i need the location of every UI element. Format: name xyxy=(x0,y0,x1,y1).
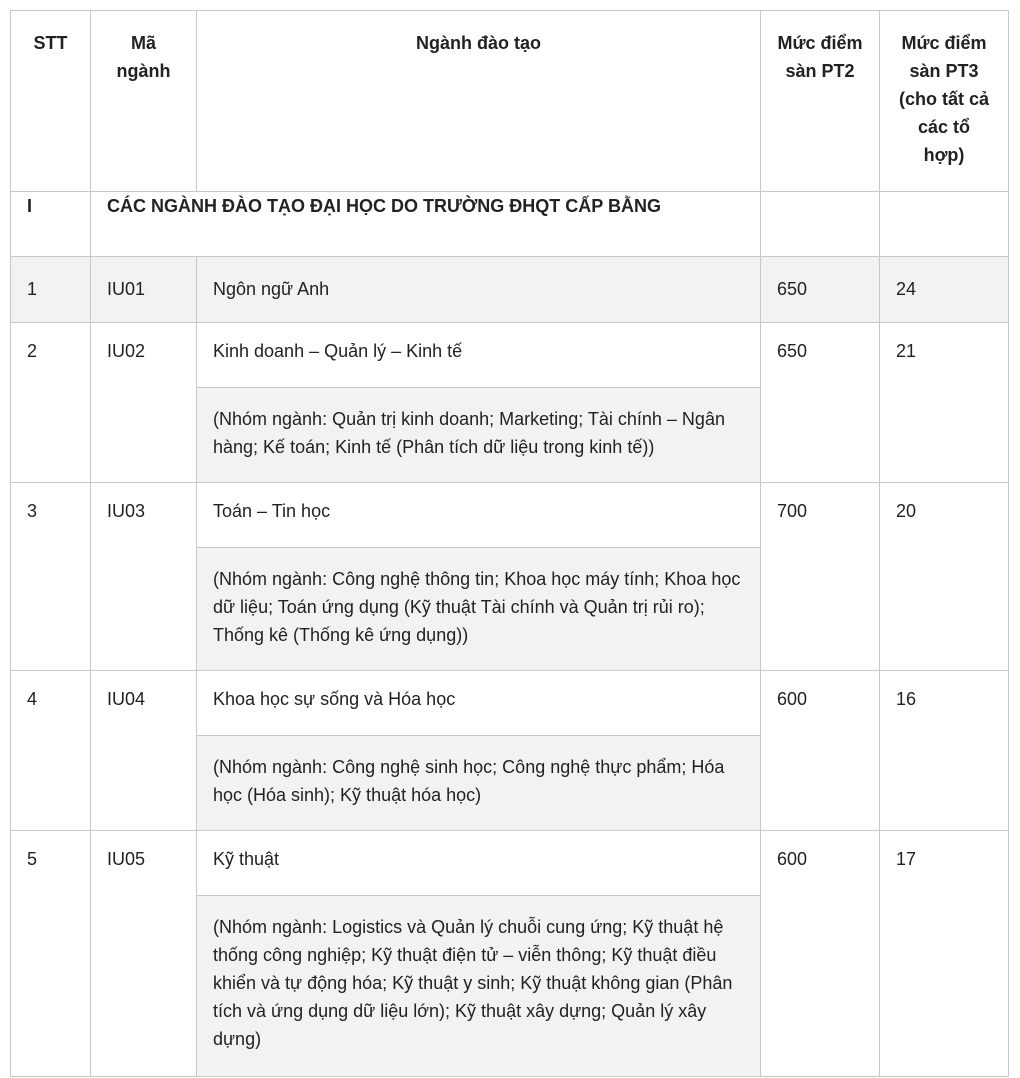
section-numeral: I xyxy=(11,192,91,257)
row-program-group: (Nhóm ngành: Công nghệ thông tin; Khoa học máy tính; Khoa học dữ liệu; Toán ứng dụng (Kỹ thuật Tài chính và Quản trị rủi ro); Thống kê (Thống kê ứng dụng)) xyxy=(197,548,761,671)
header-pt3: Mức điểm sàn PT3 (cho tất cả các tổ hợp) xyxy=(880,11,1009,192)
row-pt3: 24 xyxy=(880,257,1009,323)
row-program-name: Khoa học sự sống và Hóa học xyxy=(197,671,761,736)
table-row xyxy=(11,831,1009,896)
table-row xyxy=(11,323,1009,388)
row-pt3: 21 xyxy=(880,323,1009,483)
row-pt2: 600 xyxy=(761,671,880,831)
row-pt2: 650 xyxy=(761,257,880,323)
row-program-group: (Nhóm ngành: Logistics và Quản lý chuỗi cung ứng; Kỹ thuật hệ thống công nghiệp; Kỹ thuật điện tử – viễn thông; Kỹ thuật điều khiển và tự động hóa; Kỹ thuật y sinh; Kỹ thuật không gian (Phân tích và ứng dụng dữ liệu lớn); Kỹ thuật xây dựng; Quản lý xây dựng) xyxy=(197,896,761,1077)
row-code: IU02 xyxy=(91,323,197,483)
row-stt: 1 xyxy=(11,257,91,323)
header-program: Ngành đào tạo xyxy=(197,11,761,192)
row-pt2: 600 xyxy=(761,831,880,1077)
table-row xyxy=(11,257,1009,323)
row-pt3: 20 xyxy=(880,483,1009,671)
row-program-name: Toán – Tin học xyxy=(197,483,761,548)
row-code: IU04 xyxy=(91,671,197,831)
row-program-group: (Nhóm ngành: Công nghệ sinh học; Công nghệ thực phẩm; Hóa học (Hóa sinh); Kỹ thuật hóa học) xyxy=(197,736,761,831)
row-program-name: Ngôn ngữ Anh xyxy=(197,257,761,323)
row-program-name: Kỹ thuật xyxy=(197,831,761,896)
row-pt2: 650 xyxy=(761,323,880,483)
section-title: CÁC NGÀNH ĐÀO TẠO ĐẠI HỌC DO TRƯỜNG ĐHQT CẤP BẰNG xyxy=(91,192,761,257)
row-stt: 5 xyxy=(11,831,91,1077)
table-row xyxy=(11,671,1009,736)
row-stt: 4 xyxy=(11,671,91,831)
section-row xyxy=(11,192,1009,257)
row-stt: 3 xyxy=(11,483,91,671)
row-code: IU03 xyxy=(91,483,197,671)
table-row xyxy=(11,483,1009,548)
section-empty-pt2 xyxy=(761,192,880,257)
row-pt2: 700 xyxy=(761,483,880,671)
row-program-name: Kinh doanh – Quản lý – Kinh tế xyxy=(197,323,761,388)
row-pt3: 16 xyxy=(880,671,1009,831)
row-code: IU05 xyxy=(91,831,197,1077)
admissions-table xyxy=(10,10,1009,1077)
section-empty-pt3 xyxy=(880,192,1009,257)
header-row xyxy=(11,11,1009,192)
header-code: Mã ngành xyxy=(91,11,197,192)
row-program-group: (Nhóm ngành: Quản trị kinh doanh; Marketing; Tài chính – Ngân hàng; Kế toán; Kinh tế (Phân tích dữ liệu trong kinh tế)) xyxy=(197,388,761,483)
header-pt2: Mức điểm sàn PT2 xyxy=(761,11,880,192)
row-pt3: 17 xyxy=(880,831,1009,1077)
row-code: IU01 xyxy=(91,257,197,323)
header-stt: STT xyxy=(11,11,91,192)
row-stt: 2 xyxy=(11,323,91,483)
top-cropped-strip xyxy=(0,0,1020,10)
